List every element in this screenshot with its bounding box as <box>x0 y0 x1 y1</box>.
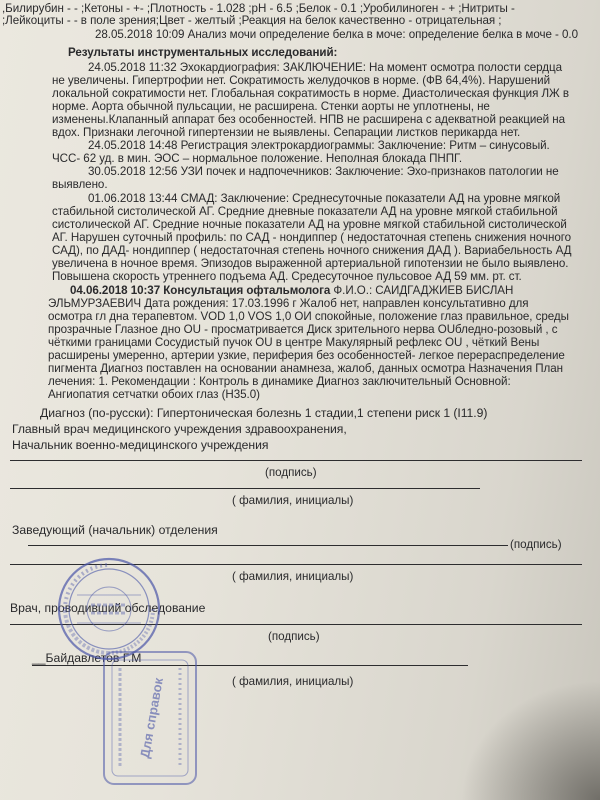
name-caption: ( фамилия, инициалы) <box>232 494 354 507</box>
smad-line-2: стабильной систолической АГ. Средние дневные показатели АД на уровне мягкой стабильной <box>52 205 558 218</box>
consult-line-8: Ангиопатия сетчатки обоих глаз (H35.0) <box>48 388 260 401</box>
head-doctor-line-1: Главный врач медицинского учреждения здравоохранения, <box>12 422 347 436</box>
smad-line-7: Повышена скорость утреннего подъема АД. Средесуточное пульсовое АД 59 мм. рт. ст. <box>52 270 522 283</box>
diagnosis-line: Диагноз (по-русски): Гипертоническая болезнь 1 стадии,1 степени риск 1 (I11.9) <box>40 406 488 420</box>
doctor-name-caption: ( фамилия, инициалы) <box>232 675 354 688</box>
lab-line-1: ,Билирубин - - ;Кетоны - +- ;Плотность - 1.028 ;рН - 6.5 ;Белок - 0.1 ;Уробилиноген - + ;Нитриты - <box>2 2 515 15</box>
round-stamp-icon <box>55 555 163 663</box>
echo-line-5: изменены.Клапанный аппарат без особенностей. НПВ не расширена с адекватной реакцией на <box>52 113 566 126</box>
head-doctor-line-2: Начальник военно-медицинского учреждения <box>12 438 269 452</box>
consult-line-2: осмотра гл дна терапевтом. VOD 1,0 VOS 1,0 ОИ спокойные, положение глаз правильное, среды <box>48 310 569 323</box>
examiner-label: Врач, проводивший обследование <box>10 601 206 615</box>
ecg-line-1: 24.05.2018 14:48 Регистрация электрокардиограммы: Заключение: Ритм – синусовый. <box>88 139 550 152</box>
dept-head-label: Заведующий (начальник) отделения <box>12 523 218 537</box>
doctor-name: __Байдавлетов Г.М <box>32 651 142 665</box>
consult-line-7: лечения: 1. Рекомендации : Контроль в динамике Диагноз заключительный Основной: <box>48 375 511 388</box>
uzi-line-2: выявлено. <box>52 178 108 191</box>
lab-line-2: ;Лейкоциты - - в поле зрения;Цвет - желтый ;Реакция на белок качественно - отрицательная ; <box>2 14 502 27</box>
section-title: Результаты инструментальных исследований: <box>68 46 338 59</box>
consult-fio: Ф.И.О.: САИДГАДЖИЕВ БИСЛАН <box>330 284 514 297</box>
smad-line-4: АГ. Нарушен суточный профиль: по САД - нондиппер ( недостаточная степень снижения ночного <box>52 231 572 244</box>
echo-line-4: норме. Аорта обычной пульсации, не расширена. Стенки аорты не уплотнены, не <box>52 100 490 113</box>
consult-line-3: прозрачные Глазное дно OU - просматривается Диск зрительного нерва OUбледно-розовый , с <box>48 323 558 336</box>
smad-line-5: САД), по ДАД- нондиппер ( недостаточная степень ночного снижения ДАД ). Вариабельность АД <box>52 244 572 257</box>
smad-line-6: увеличена в ночное время. Эпизодов выраженной артериальной гипотензии не было выявлено. <box>52 257 569 270</box>
echo-line-6: вдох. Признаки легочной гипертензии не выявлены. Сепарации листков перикарда нет. <box>52 126 521 139</box>
name-line <box>10 488 480 489</box>
examiner-signature-caption: (подпись) <box>268 630 320 643</box>
dept-name-caption: ( фамилия, инициалы) <box>232 570 354 583</box>
consult-heading <box>70 284 513 297</box>
dept-signature-caption: (подпись) <box>510 538 562 551</box>
uzi-line-1: 30.05.2018 12:56 УЗИ почек и надпочечников: Заключение: Эхо-признаков патологии не <box>88 165 559 178</box>
consult-line-4: чёткими границами Сосудистый пучок OU в центре Макулярный рефлекс OU , чёткий Вены <box>48 336 540 349</box>
consult-line-5: расширены умеренно, артерии узкие, периферия без особенностей- легкое перераспределение <box>48 349 565 362</box>
echo-line-2: не увеличены. Гипертрофии нет. Сократимость желудочков в норме. (ФВ 64,4%). Нарушений <box>52 74 551 87</box>
dept-signature-line <box>28 545 508 546</box>
echo-line-1: 24.05.2018 11:32 Эхокардиография: ЗАКЛЮЧЕНИЕ: На момент осмотра полости сердца <box>88 61 562 74</box>
rect-stamp-text: Для справок <box>137 676 166 760</box>
rect-stamp-icon <box>100 648 200 788</box>
smad-line-1: 01.06.2018 13:44 СМАД: Заключение: Среднесуточные показатели АД на уровне мягкой <box>88 192 561 205</box>
photo-shadow <box>460 680 600 800</box>
doctor-name-line <box>32 665 468 666</box>
consult-line-1: ЭЛЬМУРЗАЕВИЧ Дата рождения: 17.03.1996 г Жалоб нет, направлен консультативно для <box>48 297 529 310</box>
consult-line-6: пигмента Диагноз поставлен на основании анамнеза, жалоб, данных осмотра Назначения План <box>48 362 563 375</box>
ecg-line-2: ЧСС- 62 уд. в мин. ЭОС – нормальное положение. Неполная блокада ПНПГ. <box>52 152 463 165</box>
signature-line <box>10 460 582 461</box>
signature-caption: (подпись) <box>265 466 317 479</box>
echo-line-3: локальной сократимости нет. Глобальная сократимость в норме. Диастолическая функция ЛЖ в <box>52 87 569 100</box>
smad-line-3: систолической АГ. Средние ночные показатели АД на уровне мягкой стабильной систолической <box>52 218 567 231</box>
consult-head: 04.06.2018 10:37 Консультация офтальмолога <box>70 284 331 297</box>
lab-line-3: 28.05.2018 10:09 Анализ мочи определение белка в моче: определение белка в моче - 0.0 <box>95 28 578 41</box>
